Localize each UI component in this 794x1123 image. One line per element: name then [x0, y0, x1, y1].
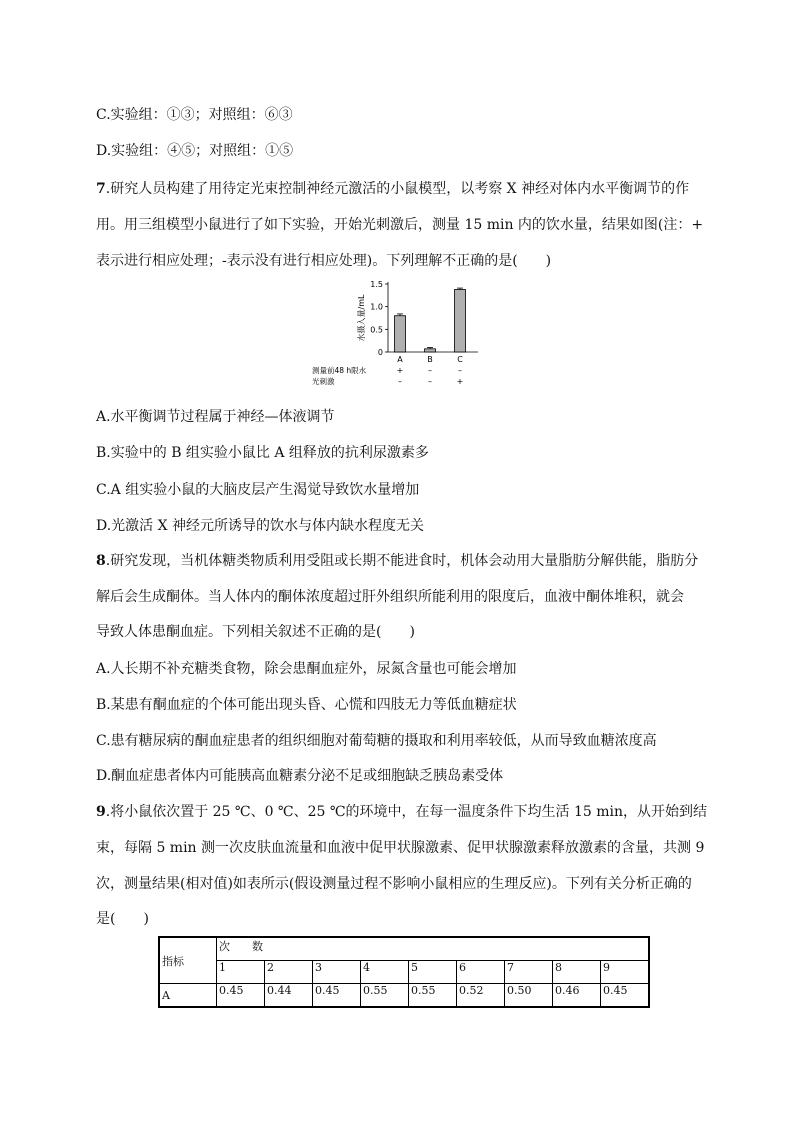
- column-header: 2: [265, 961, 313, 984]
- data-table: [158, 936, 650, 1008]
- column-header: 3: [313, 961, 361, 984]
- table-row: [159, 984, 649, 1008]
- question-text: .研究发现，当机体糖类物质利用受阻或长期不能进食时，机体会动用大量脂肪分解供能，脂肪分: [105, 553, 699, 569]
- table-cell: 0.55: [409, 984, 457, 1008]
- question-9-line-3: 次，测量结果(相对值)如表所示(假设测量过程不影响小鼠相应的生理反应)。下列有关分析正确的: [96, 876, 692, 892]
- row-header: 指标: [159, 937, 217, 984]
- question-8-line-2: 解后会生成酮体。当人体内的酮体浓度超过肝外组织所能利用的限度后，血液中酮体堆积，就会: [96, 589, 684, 605]
- question-9-line-4: 是( ): [96, 911, 149, 927]
- q7-option-d: D.光激活 X 神经元所诱导的饮水与体内缺水程度无关: [96, 518, 425, 534]
- q7-option-b: B.实验中的 B 组实验小鼠比 A 组释放的抗利尿激素多: [96, 445, 429, 461]
- y-tick-label: 0: [377, 348, 383, 357]
- table-cell: 0.52: [457, 984, 505, 1008]
- bar: [425, 349, 436, 352]
- question-number: 7: [96, 181, 106, 197]
- treatment-mark: +: [456, 377, 464, 386]
- treatment-mark: +: [396, 366, 404, 375]
- y-tick-label: 0.5: [370, 325, 383, 335]
- treatment-mark: –: [428, 377, 432, 386]
- treatment-label: 光刺激: [312, 377, 335, 386]
- x-tick-label: B: [427, 355, 433, 364]
- y-axis-label: 水摄入量/mL: [357, 294, 366, 342]
- question-7-line-1: [96, 180, 689, 198]
- question-number: 8: [96, 553, 106, 569]
- question-7-line-2: 用。用三组模型小鼠进行了如下实验，开始光刺激后，测量 15 min 内的饮水量，结果如图(注：+: [96, 217, 704, 233]
- treatment-mark: –: [398, 377, 402, 386]
- q8-option-a: A.人长期不补充糖类食物，除会患酮血症外，尿氮含量也可能会增加: [96, 661, 517, 677]
- table-cell: 0.50: [505, 984, 553, 1008]
- bar-chart: [308, 276, 488, 398]
- y-tick-label: 1.0: [370, 302, 383, 312]
- question-text: .研究人员构建了用待定光束控制神经元激活的小鼠模型，以考察 X 神经对体内水平衡调节的作: [105, 181, 690, 197]
- treatment-label: 测量前48 h限水: [312, 366, 367, 375]
- table-cell: 0.45: [313, 984, 361, 1008]
- option-c-prev: C.实验组：①③；对照组：⑥③: [96, 107, 293, 123]
- table-cell: 0.45: [217, 984, 265, 1008]
- column-header: 1: [217, 961, 265, 984]
- table-cell: 0.46: [553, 984, 601, 1008]
- q8-option-c: C.患有糖尿病的酮血症患者的组织细胞对葡萄糖的摄取和利用率较低，从而导致血糖浓度高: [96, 733, 657, 749]
- q8-option-b: B.某患有酮血症的个体可能出现头昏、心慌和四肢无力等低血糖症状: [96, 697, 517, 713]
- x-tick-label: C: [457, 355, 463, 364]
- question-7-line-3: 表示进行相应处理；-表示没有进行相应处理)。下列理解不正确的是( ): [96, 253, 552, 269]
- question-9-line-1: [96, 803, 707, 821]
- group-header: 次 数: [217, 937, 650, 961]
- column-header: 7: [505, 961, 553, 984]
- table-cell: 0.55: [361, 984, 409, 1008]
- bar: [455, 289, 466, 352]
- row-label: A: [159, 984, 217, 1008]
- column-header: 6: [457, 961, 505, 984]
- table-cell: 0.44: [265, 984, 313, 1008]
- question-text: .将小鼠依次置于 25 ℃、0 ℃、25 ℃的环境中，在每一温度条件下均生活 15 min，从开始到结: [105, 804, 708, 820]
- column-header: 9: [601, 961, 650, 984]
- q8-option-d: D.酮血症患者体内可能胰高血糖素分泌不足或细胞缺乏胰岛素受体: [96, 768, 504, 784]
- table-cell: 0.45: [601, 984, 650, 1008]
- bar: [395, 316, 406, 352]
- column-header: 4: [361, 961, 409, 984]
- column-header: 8: [553, 961, 601, 984]
- q7-option-a: A.水平衡调节过程属于神经—体液调节: [96, 409, 335, 425]
- question-9-line-2: 束，每隔 5 min 测一次皮肤血流量和血液中促甲状腺激素、促甲状腺激素释放激素的含量，共测 9: [96, 840, 705, 856]
- treatment-mark: –: [458, 366, 462, 375]
- y-tick-label: 1.5: [370, 280, 383, 289]
- x-tick-label: A: [397, 355, 403, 364]
- option-d-prev: D.实验组：④⑤；对照组：①⑤: [96, 143, 294, 159]
- column-header: 5: [409, 961, 457, 984]
- question-8-line-1: [96, 552, 698, 570]
- q7-option-c: C.A 组实验小鼠的大脑皮层产生渴觉导致饮水量增加: [96, 482, 420, 498]
- question-8-line-3: 导致人体患酮血症。下列相关叙述不正确的是( ): [96, 624, 415, 640]
- treatment-mark: –: [428, 366, 432, 375]
- table-header-row: [159, 961, 649, 984]
- question-number: 9: [96, 804, 106, 820]
